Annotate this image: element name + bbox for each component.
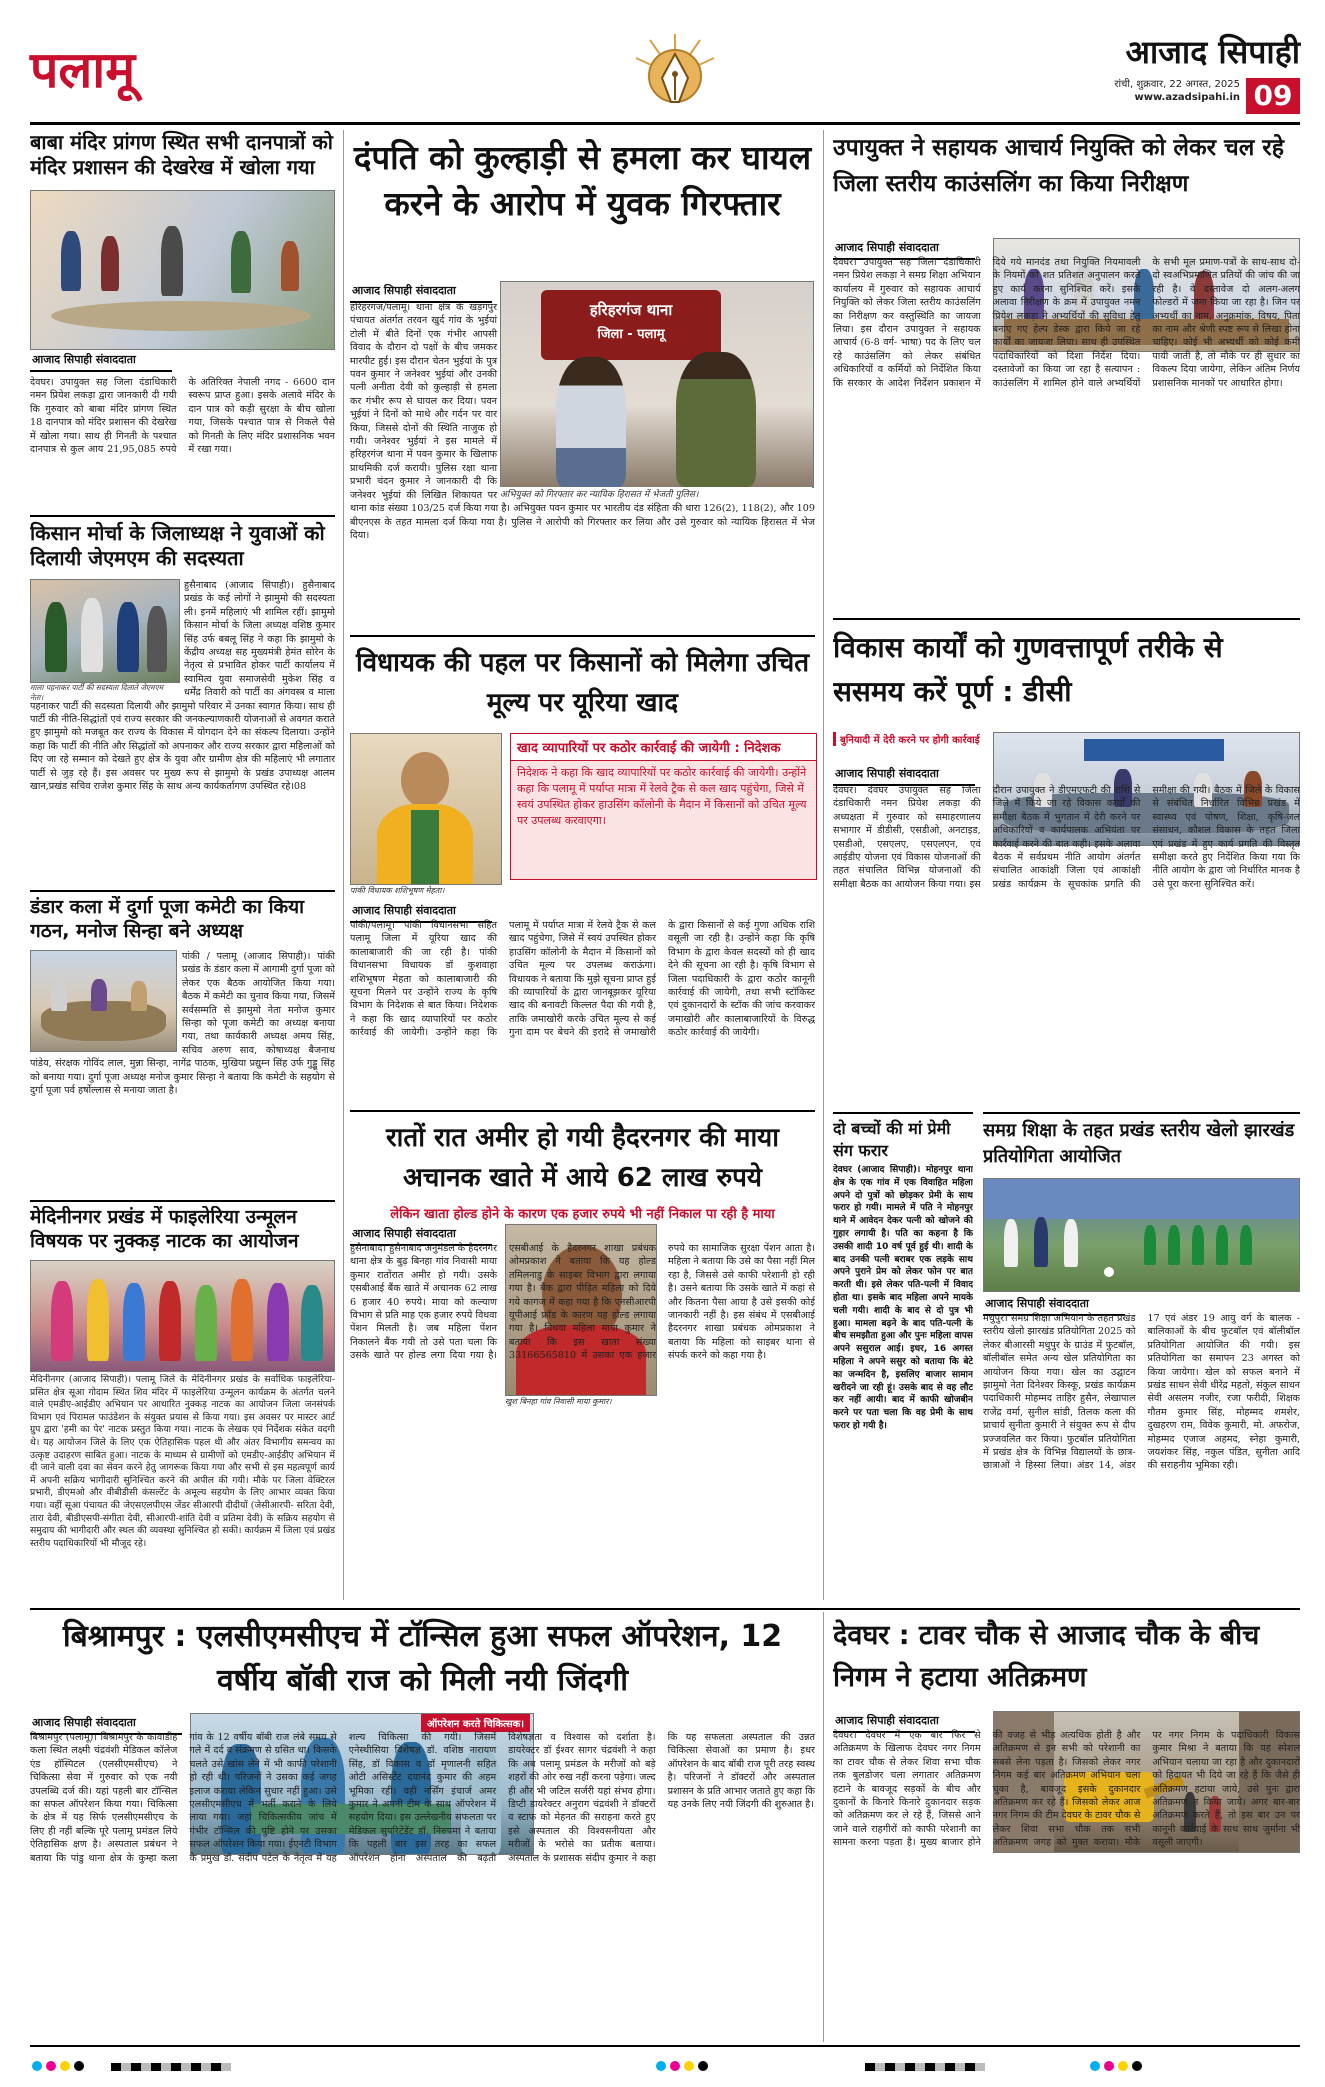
headline: समग्र शिक्षा के तहत प्रखंड स्तरीय खेलो झारखंड प्रतियोगिता आयोजित — [983, 1120, 1295, 1167]
pen-nib-logo — [630, 30, 720, 122]
article-filaria-street-play — [30, 1200, 335, 1602]
article-axe-attack-arrest — [350, 135, 815, 625]
color-registration-marks — [30, 2056, 1300, 2076]
article-khelo-jharkhand — [983, 1112, 1300, 1607]
quote-box-title: खाद व्यापारियों पर कठोर कार्रवाई की जायेगी : निदेशक — [511, 734, 816, 761]
article-development-review — [833, 618, 1300, 1110]
article-jmm-membership — [30, 515, 335, 889]
article-mother-elopes — [833, 1112, 973, 1607]
section-title: पलामू — [30, 41, 136, 99]
photo-caption: पांकी विधायक शशिभूषण मेहता। — [350, 885, 500, 896]
quote-box-text: निदेशक ने कहा कि खाद व्यापारियों पर कठोर कार्रवाई की जायेगी। उन्होंने कहा कि पलामू में पर्याप्त मात्रा में रेलवे ट्रैक से कल खाद पहुंचेगा, जिसे में स्वयं उपस्थित होकर हाउसिंग कॉलोनी के मैदान में किसानों को उचित मूल्य पर उपलब्ध करवाएगा। — [517, 766, 807, 827]
article-body: हुसैनाबाद। हुसैनाबाद अनुमंडल के हैदरनगर थाना क्षेत्र के बुढ़ बिनहा गांव निवासी माया कुमार रातोंरात अमीर हो गयी। उसके एसबीआई बैंक खाते में अचानक 62 लाख 6 हजार 40 रुपये। माया को कल्याण विभाग से प्रति माह एक हजार रुपये विधवा पेंशन मिलती है। जब महिला पेंशन निकालने बैंक गयी तो उसे पता चला कि उसके खाते पर होल्ड लगा दिया गया है। एसबीआई के हैदरनगर शाखा प्रबंधक ओमप्रकाश ने बताया कि यह होल्ड तमिलनाडु के साइबर विभाग द्वारा लगाया गया है। बैंक द्वारा पीड़ित महिला को दिये गये कागज में कहा गया है कि एनसीआरपी यूपीआई फ्रॉड के कारण यह होल्ड लगाया गया है। विधवा महिला माया कुमार ने बताया कि इस खाता संख्या 33166565810 में उसका एक हजार रुपये का सामाजिक सुरक्षा पेंशन आता है। महिला ने बताया कि उसे का पैसा नहीं मिल रहा है, जिससे उसे काफी परेशानी हो रही है। उसने बताया कि उसके खाते में कहां से और कितना पैसा आया है उसे इसकी कोई जानकारी नहीं है। इस संबंध में एसबीआई हैदरनगर शाखा प्रबंधक ओमप्रकाश ने बताया कि महिला को साइबर थाना से संपर्क करने को कहा गया है। — [350, 1243, 815, 1362]
photo-caption: माला पहनाकर पार्टी की सदस्यता दिलाते जेएमएम नेता। — [30, 683, 178, 703]
byline: आजाद सिपाही संवाददाता — [983, 1294, 1125, 1316]
headline: मेदिनीनगर प्रखंड में फाइलेरिया उन्मूलन विषयक पर नुक्कड़ नाटक का आयोजन — [30, 1206, 299, 1252]
article-durga-puja-committee — [30, 890, 335, 1197]
director-quote-box — [510, 733, 817, 880]
article-body: मेदिनीनगर (आजाद सिपाही)। पलामू जिले के मेदिनीनगर प्रखंड के सर्वाधिक फाइलेरिया-प्रसित क्षेत्र सूआ गोदाम स्थित शिव मंदिर में फाइलेरिया उन्मूलन कार्यक्रम के अंतर्गत चलने वाले एमडीए-आईडीए अभियान पर आधारित नुक्कड़ नाटक का आयोजन जिला जनसंपर्क विभाग एवं पिरामल फाउंडेशन के संयुक्त प्रयास से किया गया। इस अवसर पर मास्टर आर्ट ग्रुप द्वारा 'हमी का पेर' नाटक प्रस्तुत किया गया। नाटक के लेखक एवं निर्देशक संकेत वदगी थे। यह आयोजन जिले के लिए एक ऐतिहासिक पहल थी और अंतर विभागीय समन्वय का उत्कृष्ट उदाहरण साबित हुआ। नाटक के माध्यम से ग्रामीणों को एमडीए-आईडीए अभियान में दी जाने वाली दवा का सेवन करने हेतु जागरूक किया गया और सभी से इस महत्वपूर्ण कार्य में अपनी सक्रिय भागीदारी सुनिश्चित करने की अपील की गयी। मौके पर जिला वेक्टिरल प्रभारी, डीएमओ और वीबीडीसी कंसल्टेंट के अमूल्य सहयोग के लिए आभार व्यक्त किया गया। वहीं सूआ पंचायत की जेएसएलपीएस जेंडर सीआरपी दीदीयों (जेसीआरपी- सरिता देवी, तारा देवी, बीडीएसपी-संगीता देवी, सीआरपी-शांति देवी व प्रतिमा देवी) के सक्रिय सहयोग से समुदाय की भागीदारी और स्थल की व्यवस्था सुनिश्चित हो सकी। कार्यक्रम में जिला एवं प्रखंड स्तरीय पदाधिकारियों भी मौजूद रहे। — [30, 1374, 335, 1549]
article-temple-donation — [30, 130, 335, 510]
photo-donation-counting — [30, 190, 335, 350]
photo-caption: खुश बिनहा गांव निवासी माया कुमार। — [505, 1396, 655, 1407]
dateline: रांची, शुक्रवार, 22 अगस्त, 2025 — [1114, 79, 1240, 90]
byline: आजाद सिपाही संवाददाता — [350, 281, 492, 303]
byline: आजाद सिपाही संवाददाता — [30, 350, 172, 372]
article-teacher-counselling — [833, 130, 1300, 612]
photo-street-play — [30, 1260, 335, 1372]
article-body: बिश्रामपुर (पलामू)। बिश्रामपुर के कावाडीह कला स्थित लक्ष्मी चंद्रवंशी मेडिकल कॉलेज एंड हॉस्पिटल (एलसीएमसीएच) ने चिकित्सा सेवा में गुरुवार को एक नयी उपलब्धि दर्ज की। यहां पहली बार टॉन्सिल का सफल ऑपरेशन किया गया। चिकित्सा के क्षेत्र में यह सिर्फ एलसीएमसीएच के लिए ही नहीं बल्कि पूरे पलामू प्रमंडल लिये ऐतिहासिक क्षण है। अस्पताल प्रबंधन ने बताया कि पांडु थाना क्षेत्र के कुम्हा कला गांव के 12 वर्षीय बॉबी राज लंबे समय से गले में दर्द व संक्रमण से ग्रसित था। किसके चलते उसे खांस लेने में भी काफी परेशानी हो रही थी। परिजनों ने उसका कई जगह इलाज कराया लेकिन सुधार नहीं हुआ। उसे एलसीएमसीएच में भर्ती कराने के लिये लाया गया। जहां चिकित्सकीय जांच में गंभीर टॉन्सिल की पुष्टि होने पर उसका सफल ऑपरेशन किया गया। ईएनटी विभाग के प्रमुख डॉ. संदीप पटेल के नेतृत्व में यह शल्य चिकित्सा की गयी। जिसमें एनेस्थीसिया विशेषज्ञ डॉ. वशिष्ठ नारायण सिंह, डॉ विकास व डॉ मृणालनी सहित ओटी असिस्टेंट दयानंद कुमार की अहम भूमिका रही। वहीं नर्सिंग इंचार्ज अमर कुमार ने अपनी टीम के साथ ऑपरेशन में सहयोग दिया। इस उल्लेखनीय सफलता पर मेडिकल सुपरिटेंडेंट डॉ. निरुपमा ने बताया कि पहली बार इस तरह का सफल ऑपरेशन होना अस्पताल की बढ़ती विशेषज्ञता व विश्वास को दर्शाता है। डायरेक्टर डॉ ईश्वर सागर चंद्रवंशी ने कहा कि अब पलामू प्रमंडल के मरीजों को बड़े शहरों की ओर रुख नहीं करना पड़ेगा। जल्द ही और भी जटिल सर्जरी यहां संभव होगा। डिप्टी डायरेक्टर अनुराग चंद्रवंशी ने डॉक्टरों व स्टाफ को मेहनत की सराहना करते हुए इसे अस्पताल की विश्वसनीयता और मरीजों के भरोसे का प्रतीक बताया। अस्पताल के प्रशासक संदीप कुमार ने कहा कि यह सफलता अस्पताल की उन्नत चिकित्सा सेवाओं का प्रमाण है। इधर ऑपरेशन के बाद बॉबी राज पूरी तरह स्वस्थ है। परिजनों ने डॉक्टरों और अस्पताल प्रशासन के प्रति आभार जताते हुए कहा कि यह उनके लिए नयी जिंदगी की शुरुआत है। — [30, 1732, 815, 1864]
article-body: देवघर (आजाद सिपाही)। मोहनपुर थाना क्षेत्र के एक गांव में एक विवाहित महिला अपने दो पुत्रों को छोड़कर प्रेमी के साथ फरार हो गयी। मामले में पति ने मोहनपुर थाने में आवेदन देकर पत्नी को खोजने की गुहार लगायी है। पति का कहना है कि उसकी शादी 10 वर्ष पूर्व हुई थी। शादी के बाद उनकी पत्नी बराबर एक लड़के साथ अपने पुराने प्रेम को लेकर फोन पर बात करती थी। इसे लेकर पति-पत्नी में विवाद होता था। इसके बाद महिला अपने मायके चली गयी। शादी के बाद से दो पुत्र भी हुआ। मामला बढ़ने के बाद पति-पत्नी के बीच समझौता हुआ और पुनः महिला वापस अपने ससुराल आई। इधर, 16 अगस्त महिला ने अपने ससुर को बताया कि बेटे का जन्मदिन है, इसलिए बाजार सामान खरीदने जा रही हूं। उसके बाद से वह लौट कर नहीं आयी। बाद में काफी खोजबीन करने पर पता चला कि वह प्रेमी के साथ फरार हो गयी है। — [833, 1165, 973, 1431]
headline: देवघर : टावर चौक से आजाद चौक के बीच निगम ने हटाया अतिक्रमण — [833, 1620, 1260, 1693]
sign-line-1: हरिहरगंज थाना — [589, 301, 673, 319]
byline: आजाद सिपाही संवाददाता — [350, 901, 492, 923]
article-tonsil-operation — [30, 1615, 815, 2040]
byline: आजाद सिपाही संवाददाता — [833, 1711, 975, 1733]
article-urea-fertilizer — [350, 635, 815, 1107]
column-divider — [343, 130, 344, 1600]
headline: रातों रात अमीर हो गयी हैदरनगर की माया अचानक खाते में आये 62 लाख रुपये — [386, 1123, 779, 1193]
footer-rule — [30, 2045, 1300, 2047]
byline: आजाद सिपाही संवाददाता — [350, 1224, 492, 1246]
column-divider — [823, 1612, 824, 2042]
article-body: हुसैनाबाद (आजाद सिपाही)। हुसैनाबाद प्रखंड के कई लोगों ने झामुमो की सदस्यता ली। इनमें महिलाएं भी शामिल रहीं। झामुमो किसान मोर्चा के जिला अध्यक्ष वशिष्ठ कुमार सिंह उर्फ बबलू सिंह ने कहा कि झामुमो के केंद्रीय अध्यक्ष सह मुख्यमंत्री हेमंत सोरेन के नेतृत्व से प्रभावित होकर पार्टी कार्यालय में स्वामित्व युवा समाजसेवी मुकेश सिंह व धर्मेंद्र तिवारी को पार्टी का अंगवस्त्र व माला पहनाकर पार्टी की सदस्यता दिलायी और झामुमो परिवार में उनका स्वागत किया। साथ ही पार्टी की नीति-सिद्धांतों एवं राज्य सरकार की जनकल्याणकारी योजनाओं से अवगत कराते हुए झामुमो को मजबूत कर राज्य के विकास में योगदान देने का संकल्प दिलाया। उन्होंने कहा कि पार्टी की नीति और सिद्धांतों को अपनाकर और राज्य सरकार द्वारा महिलाओं को दिए जा रहे सम्मान को देखते हुए क्षेत्र के युवा और ग्रामीण क्षेत्र की महिलाएं भी लगातार पार्टी से जुड़ रहे हैं। इस अवसर पर मुख्य रूप से झामुमो के प्रखंड उपाध्यक्ष आलम खान,प्रखंड सचिव राजेश कुमार सिंह के साथ अन्य कार्यकर्तागण उपस्थित रहे।08 — [30, 580, 335, 793]
headline: विकास कार्यों को गुणवत्तापूर्ण तरीके से ससमय करें पूर्ण : डीसी — [833, 631, 1223, 708]
photo-tag: ऑपरेशन करते चिकित्सक। — [421, 1714, 530, 1732]
article-body: मधुपुर। समग्र शिक्षा अभियान के तहत प्रखंड स्तरीय खेलो झारखंड प्रतियोगिता 2025 को लेकर बीआरसी मधुपुर के ग्राउंड में फुटबॉल, बॉलीबॉल समेत अन्य खेल प्रतियोगिता का आयोजन किया गया। खेल का उद्घाटन झामुमो नेता दिनेश्वर किस्कू, प्रखंड कार्यक्रम पदाधिकारी मोहम्मद ताहिर हुसैन, लेखापाल राजेंद्र वर्मा, सुनील सांडी, तिलक कला की प्राचार्य सुनीता कुमारी ने संयुक्त रूप से दीप प्रज्जवलित कर किया। फुटबॉल प्रतियोगिता में प्रखंड क्षेत्र के विभिन्न विद्यालयों के छात्र-छात्राओं ने हिस्सा लिया। अंडर 14, अंडर 17 एवं अंडर 19 आयु वर्ग के बालक - बालिकाओं के बीच फुटबॉल एवं बॉलीबॉल प्रतियोगिता आयोजित की गयी। इस प्रतियोगिता का समापन 23 अगस्त को किया जायेगा। खेल को सफल बनाने में प्रखंड साधन सेवी धीरेंद्र महतो, संकुल साधन सेवी असलम नजीर, रजा फरीदी, शिक्षक गौतम कुमार सिंह, मोहम्मद शमशेर, दुखहरण राम, विवेक कुमारी, मो. अफरोज, मोहम्मद एजाज अहमद, स्नेहा कुमारी, जयशंकर सिंह, नकुल पंडित, सुनीता आदि की सराहनीय भूमिका रही। — [983, 1313, 1300, 1472]
headline: दंपति को कुल्हाड़ी से हमला कर घायल करने के आरोप में युवक गिरफ्तार — [353, 138, 812, 223]
article-body: पांकी/पलामू। पांकी विधानसभा सहित पलामू जिला में यूरिया खाद की कालाबाजारी की जा रही है। पांकी विधानसभा विधायक डॉ कुशवाहा शशिभूषण मेहता को कालाबाजारी की सूचना मिलने पर उन्होंने राज्य के कृषि विभाग के निदेशक से बात किया। निदेशक ने कहा कि खाद व्यापारियों पर कठोर कार्रवाई की जायेगी। उन्होंने कहा कि पलामू में पर्याप्त मात्रा में रेलवे ट्रैक से कल खाद पहुंचेगा, जिसे में स्वयं उपस्थित होकर हाउसिंग कॉलोनी के मैदान में किसानों को उचित मूल्य पर उपलब्ध कराऊंगा। विधायक ने बताया कि मुझे सूचना प्राप्त हुई की व्यापारियों के द्वारा जानबूझकर यूरिया खाद की बनावटी किल्लत पैदा की गयी है, ताकि जमाखोरी करके उचित मूल्य से कई गुना दाम पर बेचने की इरादे से जमाखोरी के द्वारा किसानों से कई गुणा अधिक राशि वसूली जा रही है। उन्होंने कहा कि कृषि विभाग के द्वारा केवल सदस्यों को ही खाद देने की सूचना आ रही है। कृषि विभाग से जिला पदाधिकारी के द्वारा कठोर कानूनी कार्रवाई की जायेगी, तथा सभी स्टॉकिस्ट एवं दुकानदारों के स्टॉक की जांच करवाकर जमाखोरी और कालाबाजारियों के विरुद्ध कठोर कार्रवाई की जायेगी। — [350, 920, 815, 1039]
headline: दो बच्चों की मां प्रेमी संग फरार — [833, 1119, 951, 1160]
article-body: देवघर। देवघर उपायुक्त सह जिला दंडाधिकारी नमन प्रियेश लकड़ा की अध्यक्षता में गुरुवार को समाहरणालय सभागार में डीडीसी, एसडीओ, अनटाइड, एसडीओ, एसएलए, एसएलएन, एवं आईडीए योजना एवं विकास योजनाओं की तहत संचालित विभिन्न योजनाओं की समीक्षा बैठक का आयोजन किया गया। इस दौरान उपायुक्त ने डीएमएफटी की राशि से जिले में किये जा रहे विकास कार्यों की समीक्षा बैठक में भुगतान में देरी करने पर अधिकारियों व कार्यपालक अभियंता पर कार्रवाई करने की बात कही। इसके अलावा बैठक में सर्वप्रथम नीति आयोग अंतर्गत संचालित आकांक्षी जिला एवं आकांक्षी प्रखंड कार्यक्रम के सूचकांक प्रगति की समीक्षा की गयी। बैठक में जिले के विकास से संबंधित निर्धारित विभिन्न प्रखंड में स्वास्थ्य एवं पोषण, शिक्षा, कृषि-जल संसाधन, कौशल विकास के तहत जिला एवं प्रखंड में हुए कार्य प्रगति की विस्तृत समीक्षा करते हुए निर्देशित किया गया कि नीति आयोग के द्वारा जो निर्धारित मानक है उसे पूरा करना सुनिश्चित करें। — [833, 785, 1300, 890]
byline: आजाद सिपाही संवाददाता — [833, 238, 975, 260]
subheadline: बुनियादी में देरी करने पर होगी कार्रवाई — [833, 732, 980, 746]
article-body: पांकी / पलामू (आजाद सिपाही)। पांकी प्रखंड के डंडार कला में आगामी दुर्गा पूजा को लेकर एक बैठक आयोजित किया गया। बैठक में कमेटी का चुनाव किया गया, जिसमें सर्वसम्मति से झामुमो नेता मनोज कुमार सिन्हा को पूजा कमेटी का अध्यक्ष बनाया गया, तथा कार्यकारी अध्यक्ष अमय सिंह, सचिव अरुण साव, कोषाध्यक्ष बैजनाथ पांडेय, संरक्षक गोविंद लाल, मुन्ना सिन्हा, नागेंद्र पाठक, मुखिया प्रद्युम्न सिंह उर्फ गुड्डू सिंह को बनाया गया। दुर्गा पूजा अध्यक्ष मनोज कुमार सिन्हा ने बताया कि कमेटी के सहयोग से दुर्गा पूजा पर्व हर्षोल्लास से मनाया जाता है। — [30, 951, 335, 1097]
paper-name: आजाद सिपाही — [1125, 33, 1300, 71]
headline: बाबा मंदिर प्रांगण स्थित सभी दानपात्रों को मंदिर प्रशासन की देखरेख में खोला गया — [30, 130, 333, 179]
byline: आजाद सिपाही संवाददाता — [833, 764, 975, 786]
article-maya-62-lakh — [350, 1110, 815, 1607]
headline: उपायुक्त ने सहायक आचार्य नियुक्ति को लेकर चल रहे जिला स्तरीय काउंसलिंग का किया निरीक्षण — [833, 135, 1284, 197]
column-divider — [823, 130, 824, 1600]
headline: बिश्रामपुर : एलसीएमसीएच में टॉन्सिल हुआ सफल ऑपरेशन, 12 वर्षीय बॉबी राज को मिली नयी जिंदगी — [62, 1619, 783, 1698]
byline: आजाद सिपाही संवाददाता — [30, 1713, 182, 1735]
photo-sports-event — [983, 1178, 1300, 1292]
headline: विधायक की पहल पर किसानों को मिलेगा उचित मूल्य पर यूरिया खाद — [355, 648, 810, 718]
website: www.azadsipahi.in — [1134, 92, 1240, 103]
article-body: देवघर। देवघर में एक बार फिर से अतिक्रमण के खिलाफ देवघर नगर निगम का टावर चौक से लेकर शिवा सभा चौक तक बुलडोजर चला लगातार अतिक्रमण हटाने के बावजूद सड़कों के बीच और दुकानों के किनारे किनारे दुकानदार सड़क को अतिक्रमण कर ले रहे हैं, जिससे आने जाने वाले राहगीरों को काफी परेशानी का सामना करना पड़ता है। मुख्य बाजार होने की वजह से भीड़ अत्यधिक होती है और अतिक्रमण से इन सभी को परेशानी का सबसे लेना पड़ता है। जिसको लेकर नगर निगम कई बार अतिक्रमण अभियान चला चुका है, बावजूद इसके दुकानदार अतिक्रमण कर रहे हैं। जिसको लेकर आज नगर निगम की टीम देवघर के टावर चौक से लेकर शिवा सभा चौक तक सभी अतिक्रमण जगह को मुक्त कराया। मौके पर नगर निगम के पदाधिकारी विकास कुमार मिश्रा ने बताया कि यह स्पेशल अभियान चलाया जा रहा है और दुकानदारों को हिदायत भी दिये जा रहे हैं कि जैसे ही अतिक्रमण हटाया जाये, उसे पुनः द्वारा अतिक्रमण न किया जाये। अगर बार-बार अतिक्रमण करते हैं, तो इस बार उन पर कानूनी कार्रवाई के साथ साथ जुर्माना भी वसूली जाएगी। — [833, 1730, 1300, 1849]
article-body: देवघर। उपायुक्त सह जिला दंडाधिकारी नमन प्रियेश लकड़ा ने समग्र शिक्षा अभियान कार्यालय में गुरुवार को सहायक आचार्य नियुक्ति को लेकर जिला स्तरीय काउंसलिंग का निरीक्षण कर वस्तुस्थिति का जायजा लिया। इस दौरान उपायुक्त ने सहायक आचार्य (6-8 वर्ग- भाषा) पद के लिए चल रहे काउंसलिंग को लेकर संबंधित अधिकारियों व कर्मियों को निर्देशित किया कि सरकार के आदेश निर्देशन प्रकाशन में दिये गये मानदंड तथा नियुक्ति नियमावली के नियमों को शत प्रतिशत अनुपालन करते हुए कार्य करना सुनिश्चित करें। इसके अलावा निरीक्षण के क्रम में उपायुक्त नमन प्रियेश लकड़ा ने अभ्यर्थियों की सुविधा हेतु बनाए गए हेल्प डेस्क द्वारा किये जा रहे कार्यों का जायजा लिया। साथ ही उपस्थित पदाधिकारियों को दिशा निर्देश दिया। दस्तावेजों का किया जा रहा है सत्यापन : काउंसलिंग में शामिल होने वाले अभ्यर्थियों के सभी मूल प्रमाण-पत्रों के साथ-साथ दो-दो स्वअभिप्रमाणित प्रतियों की जांच की जा रही है। वे दस्तावेज दो अलग-अलग फोल्डरों में जमा किया जा रहा है। जिन पर अभ्यर्थी का नाम, अनुक्रमांक, विषय, पिता का नाम और श्रेणी स्पष्ट रूप से लिखा होना चाहिए। कोई भी अभ्यर्थी को कोई कमी पायी जाती है, तो मौके पर ही सुधार का विकल्प दिया जायेगा, लेकिन अंतिम निर्णय प्रशासनिक मानकों पर आधारित होगा। — [833, 257, 1300, 389]
photo-caption: अभियुक्त को गिरफ्तार कर न्यायिक हिरासत में भेजती पुलिस। — [500, 487, 812, 500]
headline: डंडार कला में दुर्गा पूजा कमेटी का किया गठन, मनोज सिन्हा बने अध्यक्ष — [30, 896, 305, 942]
masthead — [30, 30, 1300, 125]
article-encroachment-removal — [833, 1615, 1300, 2040]
photo-mla-portrait — [350, 733, 502, 885]
page-number: 09 — [1246, 78, 1300, 114]
sign-line-2: जिला - पलामू — [597, 327, 665, 342]
article-body: देवघर। उपायुक्त सह जिला दंडाधिकारी नमन प्रियेश लकड़ा द्वारा जानकारी दी गयी कि गुरुवार को बाबा मंदिर प्रांगण स्थित 18 दानपात्र को मंदिर प्रशासन की देखरेख में खोला गया। साथ ही गिनती के पश्चात दानपात्र से कुल आय 21,95,085 रुपये के अतिरिक्त नेपाली नगद - 6600 दान स्वरूप प्राप्त हुआ। इसके अलावे मंदिर के दान पात्र को कड़ी सुरक्षा के बीच खोला गया, जिसके पश्चात पात्र से निकले पैसे को गिनती के लिए मंदिर प्रशासनिक भवन में रखा गया। — [30, 377, 335, 456]
headline: किसान मोर्चा के जिलाध्यक्ष ने युवाओं को दिलायी जेएमएम की सदस्यता — [30, 521, 325, 570]
article-body: हरिहरगंज/पलामू। थाना क्षेत्र के खड़गपुर पंचायत अंतर्गत तरवन खुर्द गांव के भुईयां टोली में बीते दिनों एक गंभीर आपसी विवाद के दौरान दो पक्षों के बीच जमकर मारपीट हुई। इस दौरान चेतन भुईयां के पुत्र पवन कुमार ने जनेश्वर भुईयां और उनकी पत्नी अनीता देवी को कुल्हाड़ी से हमला कर गंभीर रूप से घायल कर दिया। पवन भुईयां ने दिनों को माथे और गर्दन पर वार किया, जिससे दोनों की स्थिति नाजुक हो गयी। जनेश्वर भुईयां ने इस मामले में हरिहरगंज थाना में पवन कुमार के खिलाफ प्राथमिकी दर्ज करायी। पुलिस रक्षा थाना प्रभारी चंदन कुमार ने जानकारी दी कि जनेश्वर भुईयां की लिखित शिकायत पर थाना कांड संख्या 103/25 दर्ज किया गया है। अभियुक्त पवन कुमार पर भारतीय दंड संहिता की धारा 126(2), 118(2), और 109 बीएनएस के तहत मामला दर्ज किया गया है। पुलिस ने आरोपी को गिरफ्तार कर लिया और उसे गुरुवार को न्यायिक हिरासत में भेज दिया। — [350, 302, 815, 541]
bottom-band-rule — [30, 1608, 1300, 1610]
subheadline: लेकिन खाता होल्ड होने के कारण एक हजार रुपये भी नहीं निकाल पा रही है माया — [390, 1207, 775, 1222]
masthead-rule — [30, 122, 1300, 125]
